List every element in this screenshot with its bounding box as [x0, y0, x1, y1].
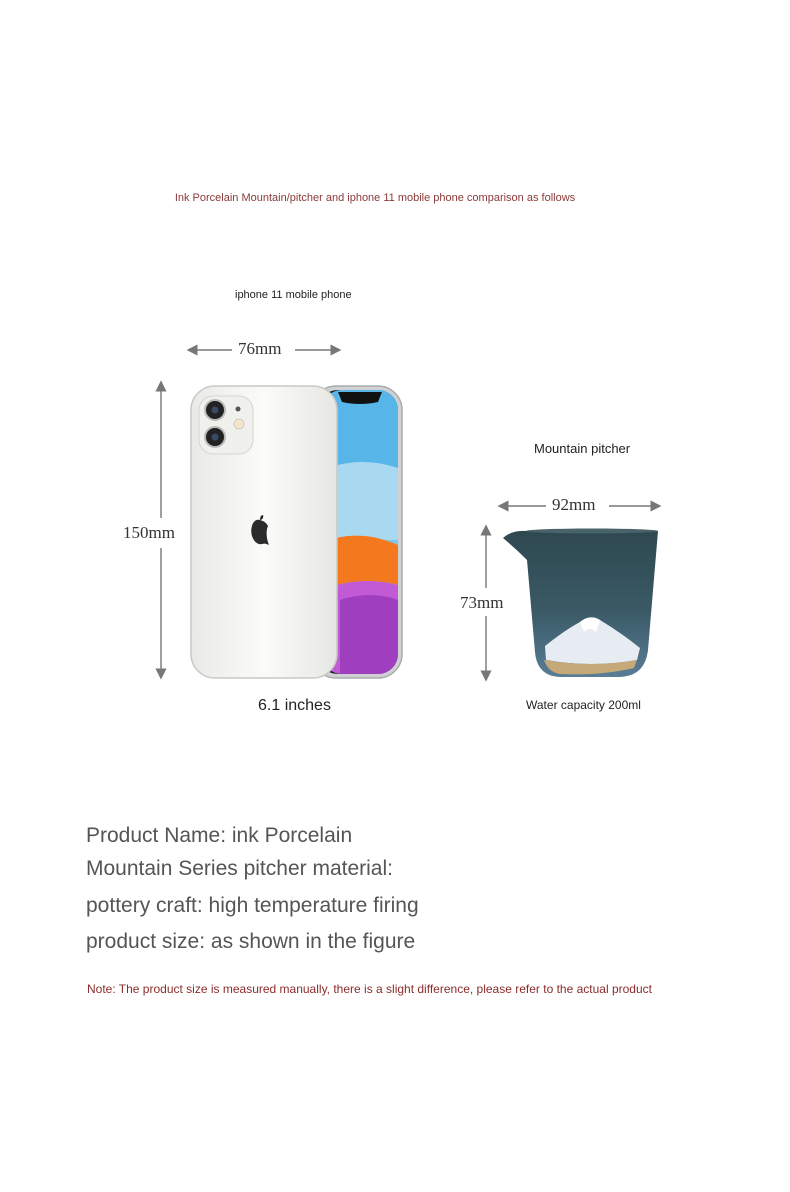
phone-caption: iphone 11 mobile phone — [235, 289, 352, 301]
pitcher-capacity: Water capacity 200ml — [526, 698, 641, 712]
phone-back — [191, 386, 337, 678]
phone-height-label: 150mm — [123, 523, 175, 542]
phone-screen-size: 6.1 inches — [258, 697, 331, 714]
pitcher-height-label: 73mm — [460, 593, 504, 612]
mountain-pitcher-image — [503, 529, 658, 678]
spec-size: product size: as shown in the figure — [86, 930, 416, 953]
pitcher-caption: Mountain pitcher — [534, 441, 631, 456]
page-heading: Ink Porcelain Mountain/pitcher and iphone 11 mobile phone comparison as follows — [174, 192, 576, 204]
size-note: Note: The product size is measured manually, there is a slight difference, please refer to the actual product — [87, 982, 652, 996]
spec-craft: pottery craft: high temperature firing — [86, 894, 419, 917]
spec-product-name: Product Name: ink Porcelain — [86, 824, 353, 847]
spec-material: Mountain Series pitcher material: — [86, 857, 393, 880]
phone-width-label: 76mm — [238, 339, 282, 358]
pitcher-width-label: 92mm — [552, 495, 596, 514]
